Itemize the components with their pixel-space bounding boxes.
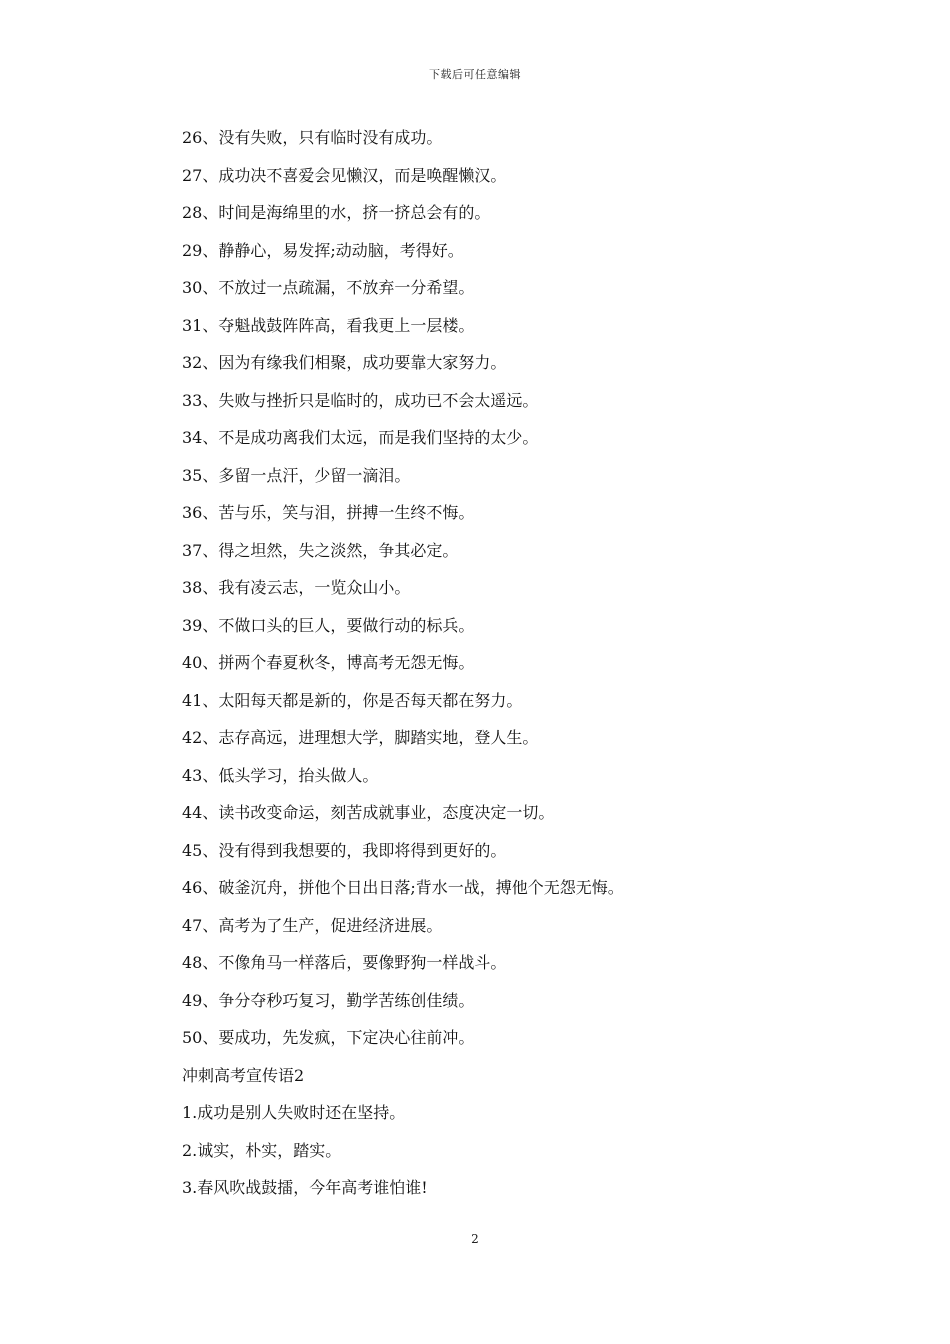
text-line: 39、不做口头的巨人，要做行动的标兵。 <box>182 615 475 635</box>
text-line: 2.诚实，朴实，踏实。 <box>182 1140 342 1160</box>
page-number: 2 <box>471 1232 479 1246</box>
text-line: 36、苦与乐，笑与泪，拼搏一生终不悔。 <box>182 503 475 522</box>
text-line: 45、没有得到我想要的，我即将得到更好的。 <box>182 840 507 860</box>
text-line: 46、破釜沉舟，拼他个日出日落;背水一战，搏他个无怨无悔。 <box>182 878 624 897</box>
text-line: 35、多留一点汗，少留一滴泪。 <box>182 465 411 485</box>
text-line: 40、拼两个春夏秋冬，博高考无怨无悔。 <box>182 653 475 672</box>
text-line: 33、失败与挫折只是临时的，成功已不会太遥远。 <box>182 390 539 410</box>
text-line: 1.成功是别人失败时还在坚持。 <box>182 1103 406 1122</box>
text-line: 49、争分夺秒巧复习，勤学苦练创佳绩。 <box>182 990 475 1010</box>
text-line: 41、太阳每天都是新的，你是否每天都在努力。 <box>182 690 523 710</box>
text-line: 47、高考为了生产，促进经济进展。 <box>182 915 443 935</box>
text-line: 34、不是成功离我们太远，而是我们坚持的太少。 <box>182 428 539 447</box>
text-line: 42、志存高远，进理想大学，脚踏实地，登人生。 <box>182 728 539 747</box>
text-line: 48、不像角马一样落后，要像野狗一样战斗。 <box>182 953 507 972</box>
text-line: 32、因为有缘我们相聚，成功要靠大家努力。 <box>182 353 507 372</box>
section-heading: 冲刺高考宣传语2 <box>182 1065 305 1085</box>
text-line: 27、成功决不喜爱会见懒汉，而是唤醒懒汉。 <box>182 165 507 185</box>
text-line: 28、时间是海绵里的水，挤一挤总会有的。 <box>182 203 491 222</box>
text-line: 50、要成功，先发疯，下定决心往前冲。 <box>182 1028 475 1047</box>
text-line: 37、得之坦然，失之淡然，争其必定。 <box>182 540 459 560</box>
text-line: 26、没有失败，只有临时没有成功。 <box>182 128 443 147</box>
text-line: 43、低头学习，抬头做人。 <box>182 765 379 785</box>
text-line: 30、不放过一点疏漏，不放弃一分希望。 <box>182 278 475 297</box>
text-line: 3.春风吹战鼓擂，今年高考谁怕谁! <box>182 1178 428 1197</box>
text-line: 38、我有凌云志，一览众山小。 <box>182 578 411 597</box>
text-line: 29、静静心，易发挥;动动脑，考得好。 <box>182 240 464 260</box>
document-body <box>182 122 802 1210</box>
page-header: 下载后可任意编辑 <box>429 68 521 81</box>
text-line: 44、读书改变命运，刻苦成就事业，态度决定一切。 <box>182 803 555 822</box>
text-line: 31、夺魁战鼓阵阵高，看我更上一层楼。 <box>182 315 475 335</box>
